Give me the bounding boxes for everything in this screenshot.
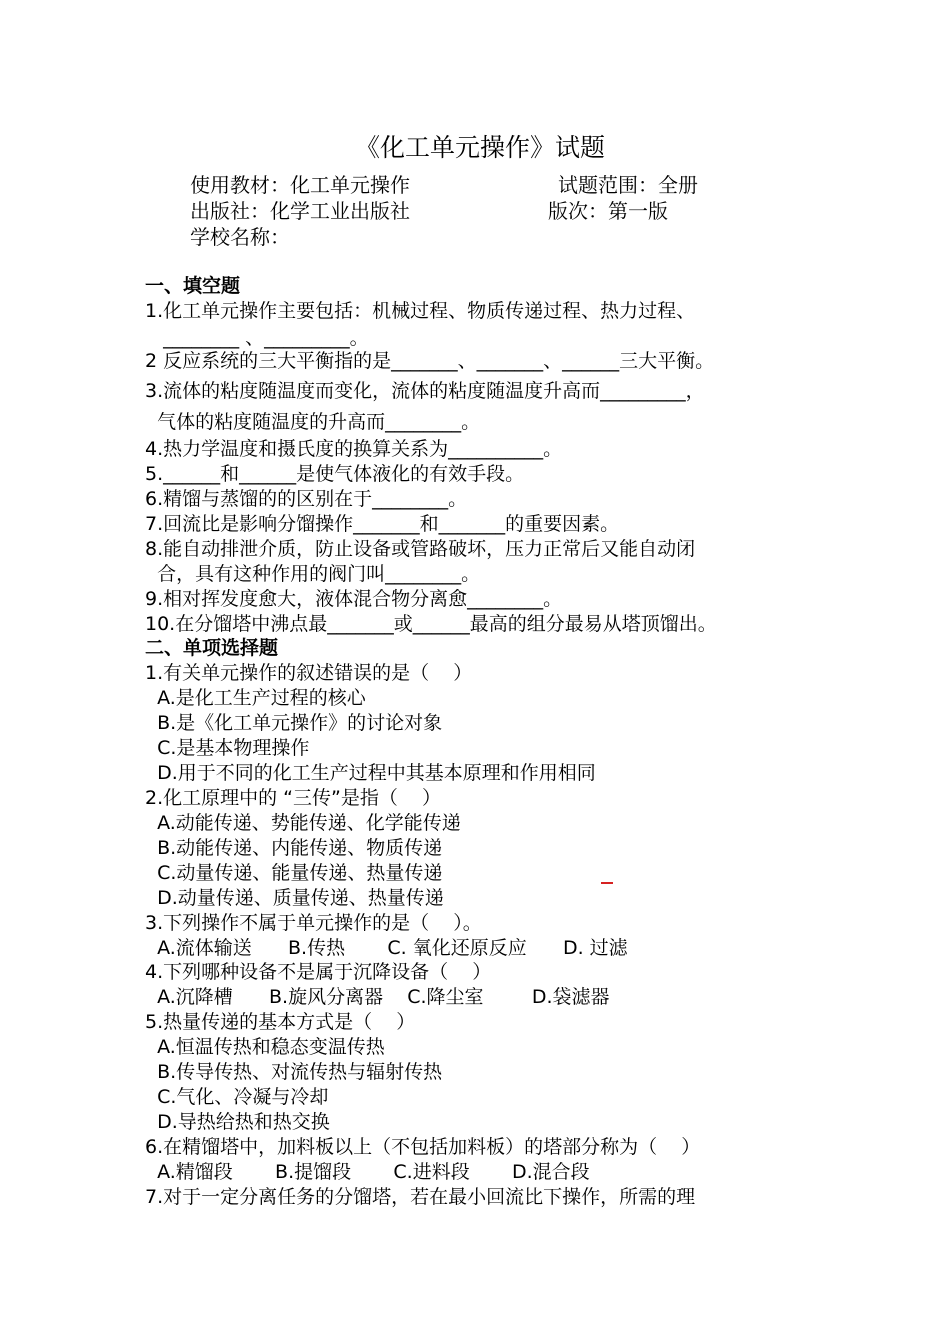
option-line: A.精馏段 B.提馏段 C.进料段 D.混合段: [145, 1161, 590, 1183]
option-line: B.动能传递、内能传递、物质传递: [145, 837, 443, 859]
question-line: 3.下列操作不属于单元操作的是（ ）。: [145, 912, 482, 934]
option-line: A.恒温传热和稳态变温传热: [145, 1036, 385, 1058]
question-line: 4.热力学温度和摄氏度的换算关系为__________。: [145, 438, 563, 460]
question-line: 1.有关单元操作的叙述错误的是（ ）: [145, 662, 473, 684]
option-line: C.是基本物理操作: [145, 737, 310, 759]
question-line: 8.能自动排泄介质，防止设备或管路破坏，压力正常后又能自动闭: [145, 538, 696, 560]
question-line: 9.相对挥发度愈大，液体混合物分离愈________。: [145, 588, 563, 610]
meta-scope: 试题范围：全册: [558, 173, 698, 197]
section-heading-single-choice: 二、单项选择题: [145, 637, 279, 659]
question-line: 6.在精馏塔中，加料板以上（不包括加料板）的塔部分称为（ ）: [145, 1136, 701, 1158]
question-line: 7.回流比是影响分馏操作_______和_______的重要因素。: [145, 513, 620, 535]
meta-school: 学校名称：: [190, 225, 290, 249]
option-line: B.是《化工单元操作》的讨论对象: [145, 712, 443, 734]
question-line: 5.______和______是使气体液化的有效手段。: [145, 463, 525, 485]
question-line: ________ 、_________。: [145, 327, 369, 349]
question-line: 7.对于一定分离任务的分馏塔，若在最小回流比下操作，所需的理: [145, 1186, 696, 1208]
question-line: 2 反应系统的三大平衡指的是_______、_______、______三大平衡。: [145, 350, 715, 372]
meta-textbook: 使用教材：化工单元操作: [190, 173, 410, 197]
option-line: B.传导传热、对流传热与辐射传热: [145, 1061, 443, 1083]
question-line: 2.化工原理中的 “三传”是指（ ）: [145, 787, 442, 809]
red-dash-mark: [601, 882, 613, 884]
option-line: A.是化工生产过程的核心: [145, 687, 366, 709]
meta-publisher: 出版社：化学工业出版社: [190, 199, 410, 223]
section-heading-fill-in: 一、填空题: [145, 275, 241, 297]
option-line: C.动量传递、能量传递、热量传递: [145, 862, 443, 884]
question-line: 4.下列哪种设备不是属于沉降设备（ ）: [145, 961, 492, 983]
option-line: D.动量传递、质量传递、热量传递: [145, 887, 444, 909]
option-line: A.流体输送 B.传热 C. 氧化还原反应 D. 过滤: [145, 937, 628, 959]
question-line: 合，具有这种作用的阀门叫________。: [145, 563, 481, 585]
question-line: 气体的粘度随温度的升高而________。: [145, 411, 481, 433]
question-line: 3.流体的粘度随温度而变化，流体的粘度随温度升高而_________，: [145, 380, 705, 402]
option-line: D.用于不同的化工生产过程中其基本原理和作用相同: [145, 762, 596, 784]
question-line: 1.化工单元操作主要包括：机械过程、物质传递过程、热力过程、: [145, 300, 696, 322]
option-line: A.沉降槽 B.旋风分离器 C.降尘室 D.袋滤器: [145, 986, 610, 1008]
meta-edition: 版次：第一版: [548, 199, 668, 223]
option-line: C.气化、冷凝与冷却: [145, 1086, 329, 1108]
question-line: 5.热量传递的基本方式是（ ）: [145, 1011, 416, 1033]
question-line: 10.在分馏塔中沸点最_______或______最高的组分最易从塔顶馏出。: [145, 613, 717, 635]
question-line: 6.精馏与蒸馏的的区别在于________。: [145, 488, 468, 510]
option-line: D.导热给热和热交换: [145, 1111, 330, 1133]
page-title: 《化工单元操作》试题: [354, 133, 605, 162]
option-line: A.动能传递、势能传递、化学能传递: [145, 812, 461, 834]
